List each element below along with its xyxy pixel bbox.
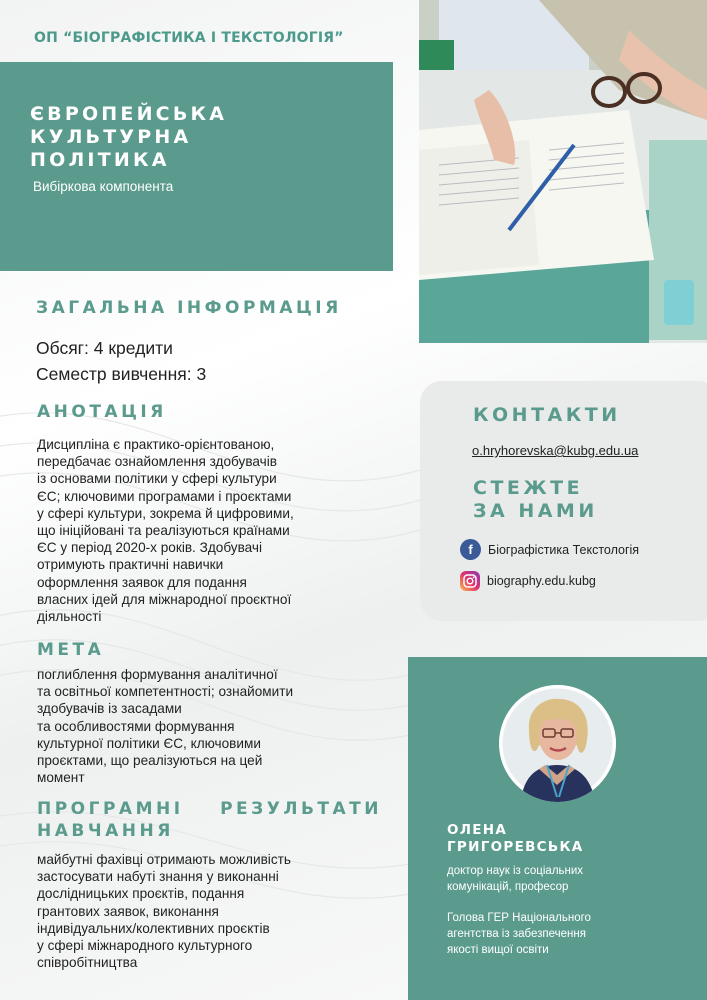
teacher-role-line: якості вищої освіти — [447, 944, 549, 956]
results-heading-word: РЕЗУЛЬТАТИ — [220, 799, 382, 819]
email-link[interactable]: o.hryhorevska@kubg.edu.ua — [472, 443, 639, 458]
study-photo-illustration — [419, 0, 707, 343]
contacts-heading: КОНТАКТИ — [473, 404, 621, 426]
teacher-avatar — [499, 685, 616, 802]
text-line: грантових заявок, виконання — [37, 903, 219, 919]
text-line: ЄС у період 2020-х років. Здобувачі — [37, 540, 263, 556]
facebook-icon: f — [460, 539, 481, 560]
follow-line: ЗА НАМИ — [473, 500, 598, 522]
text-line: що ініційовані та реалізуються країнами — [37, 523, 290, 539]
teacher-degree-line: доктор наук із соціальних — [447, 865, 584, 877]
teacher-name-line: ГРИГОРЕВСЬКА — [447, 839, 584, 855]
text-line: здобувачів із засадами — [37, 701, 182, 717]
facebook-label: Біографістика Текстологія — [488, 542, 640, 557]
credits-volume: Обсяг: 4 кредити — [36, 338, 173, 358]
study-semester: Семестр вивчення: 3 — [36, 364, 207, 384]
teacher-role-line: Голова ГЕР Національного — [447, 912, 591, 924]
instagram-icon — [460, 571, 480, 591]
text-line: застосувати набуті знання у виконанні — [37, 869, 279, 885]
facebook-link[interactable] — [460, 539, 639, 560]
text-line: та освітньої компетентності; ознайомити — [37, 684, 294, 700]
text-line: дослідницьких проєктів, подання — [37, 886, 245, 902]
text-line: діяльності — [37, 609, 102, 625]
text-line: Дисципліна є практико-орієнтованою, — [37, 437, 275, 452]
course-title-banner — [0, 62, 393, 271]
text-line: власних ідей для міжнародної проєктної — [37, 591, 292, 607]
results-text — [37, 851, 357, 971]
follow-line: СТЕЖТЕ — [473, 477, 584, 499]
course-title-line: ЄВРОПЕЙСЬКА КУЛЬТУРНА — [30, 103, 228, 148]
goal-heading: МЕТА — [37, 640, 105, 660]
text-line: передбачає ознайомлення здобувачів — [37, 454, 277, 470]
text-line: момент — [37, 770, 85, 786]
teacher-name-line: ОЛЕНА — [447, 822, 508, 838]
teacher-role-line: агентства із забезпечення — [447, 928, 586, 940]
general-info-heading: ЗАГАЛЬНА ІНФОРМАЦІЯ — [36, 298, 342, 318]
teacher-name — [447, 822, 687, 856]
text-line: у сфері міжнародного культурного — [37, 938, 253, 954]
annotation-heading: АНОТАЦІЯ — [37, 402, 167, 422]
text-line: співробітництва — [37, 955, 138, 971]
text-line: індивідуальних/колективних проєктів — [37, 920, 270, 936]
text-line: культурної політики ЄС, ключовими — [37, 735, 261, 751]
text-line: поглиблення формування аналітичної — [37, 667, 278, 682]
teacher-role — [447, 910, 687, 958]
follow-us-heading — [473, 477, 673, 523]
text-line: у сфері культури, зокрема й цифровими, — [37, 505, 294, 521]
text-line: отримують практичні навички — [37, 557, 224, 573]
teacher-degree-line: комунікацій, професор — [447, 881, 569, 893]
text-line: майбутні фахівці отримають можливість — [37, 852, 291, 867]
course-subtitle: Вибіркова компонента — [33, 179, 174, 194]
teacher-degree — [447, 863, 687, 895]
instagram-link[interactable] — [460, 571, 596, 591]
text-line: із основами політики у сфері культури — [37, 471, 277, 487]
instagram-label: biography.edu.kubg — [487, 574, 596, 588]
results-heading-word: ПРОГРАМНІ — [37, 799, 184, 819]
study-photo — [419, 0, 707, 343]
program-name: ОП “БІОГРАФІСТИКА І ТЕКСТОЛОГІЯ” — [34, 30, 344, 46]
results-heading — [37, 798, 382, 842]
text-line: проєктами, що реалізуються на цей — [37, 753, 263, 769]
course-title-line: ПОЛІТИКА — [30, 149, 170, 171]
results-heading-line: НАВЧАННЯ — [37, 821, 174, 841]
text-line: та особливостями формування — [37, 718, 235, 734]
text-line: ЄС; ключовими програмами і проєктами — [37, 488, 292, 504]
goal-text — [37, 666, 357, 786]
annotation-text — [37, 436, 352, 625]
results-heading-line — [37, 798, 382, 820]
text-line: оформлення заявок для подання — [37, 574, 247, 590]
course-title — [30, 103, 390, 172]
